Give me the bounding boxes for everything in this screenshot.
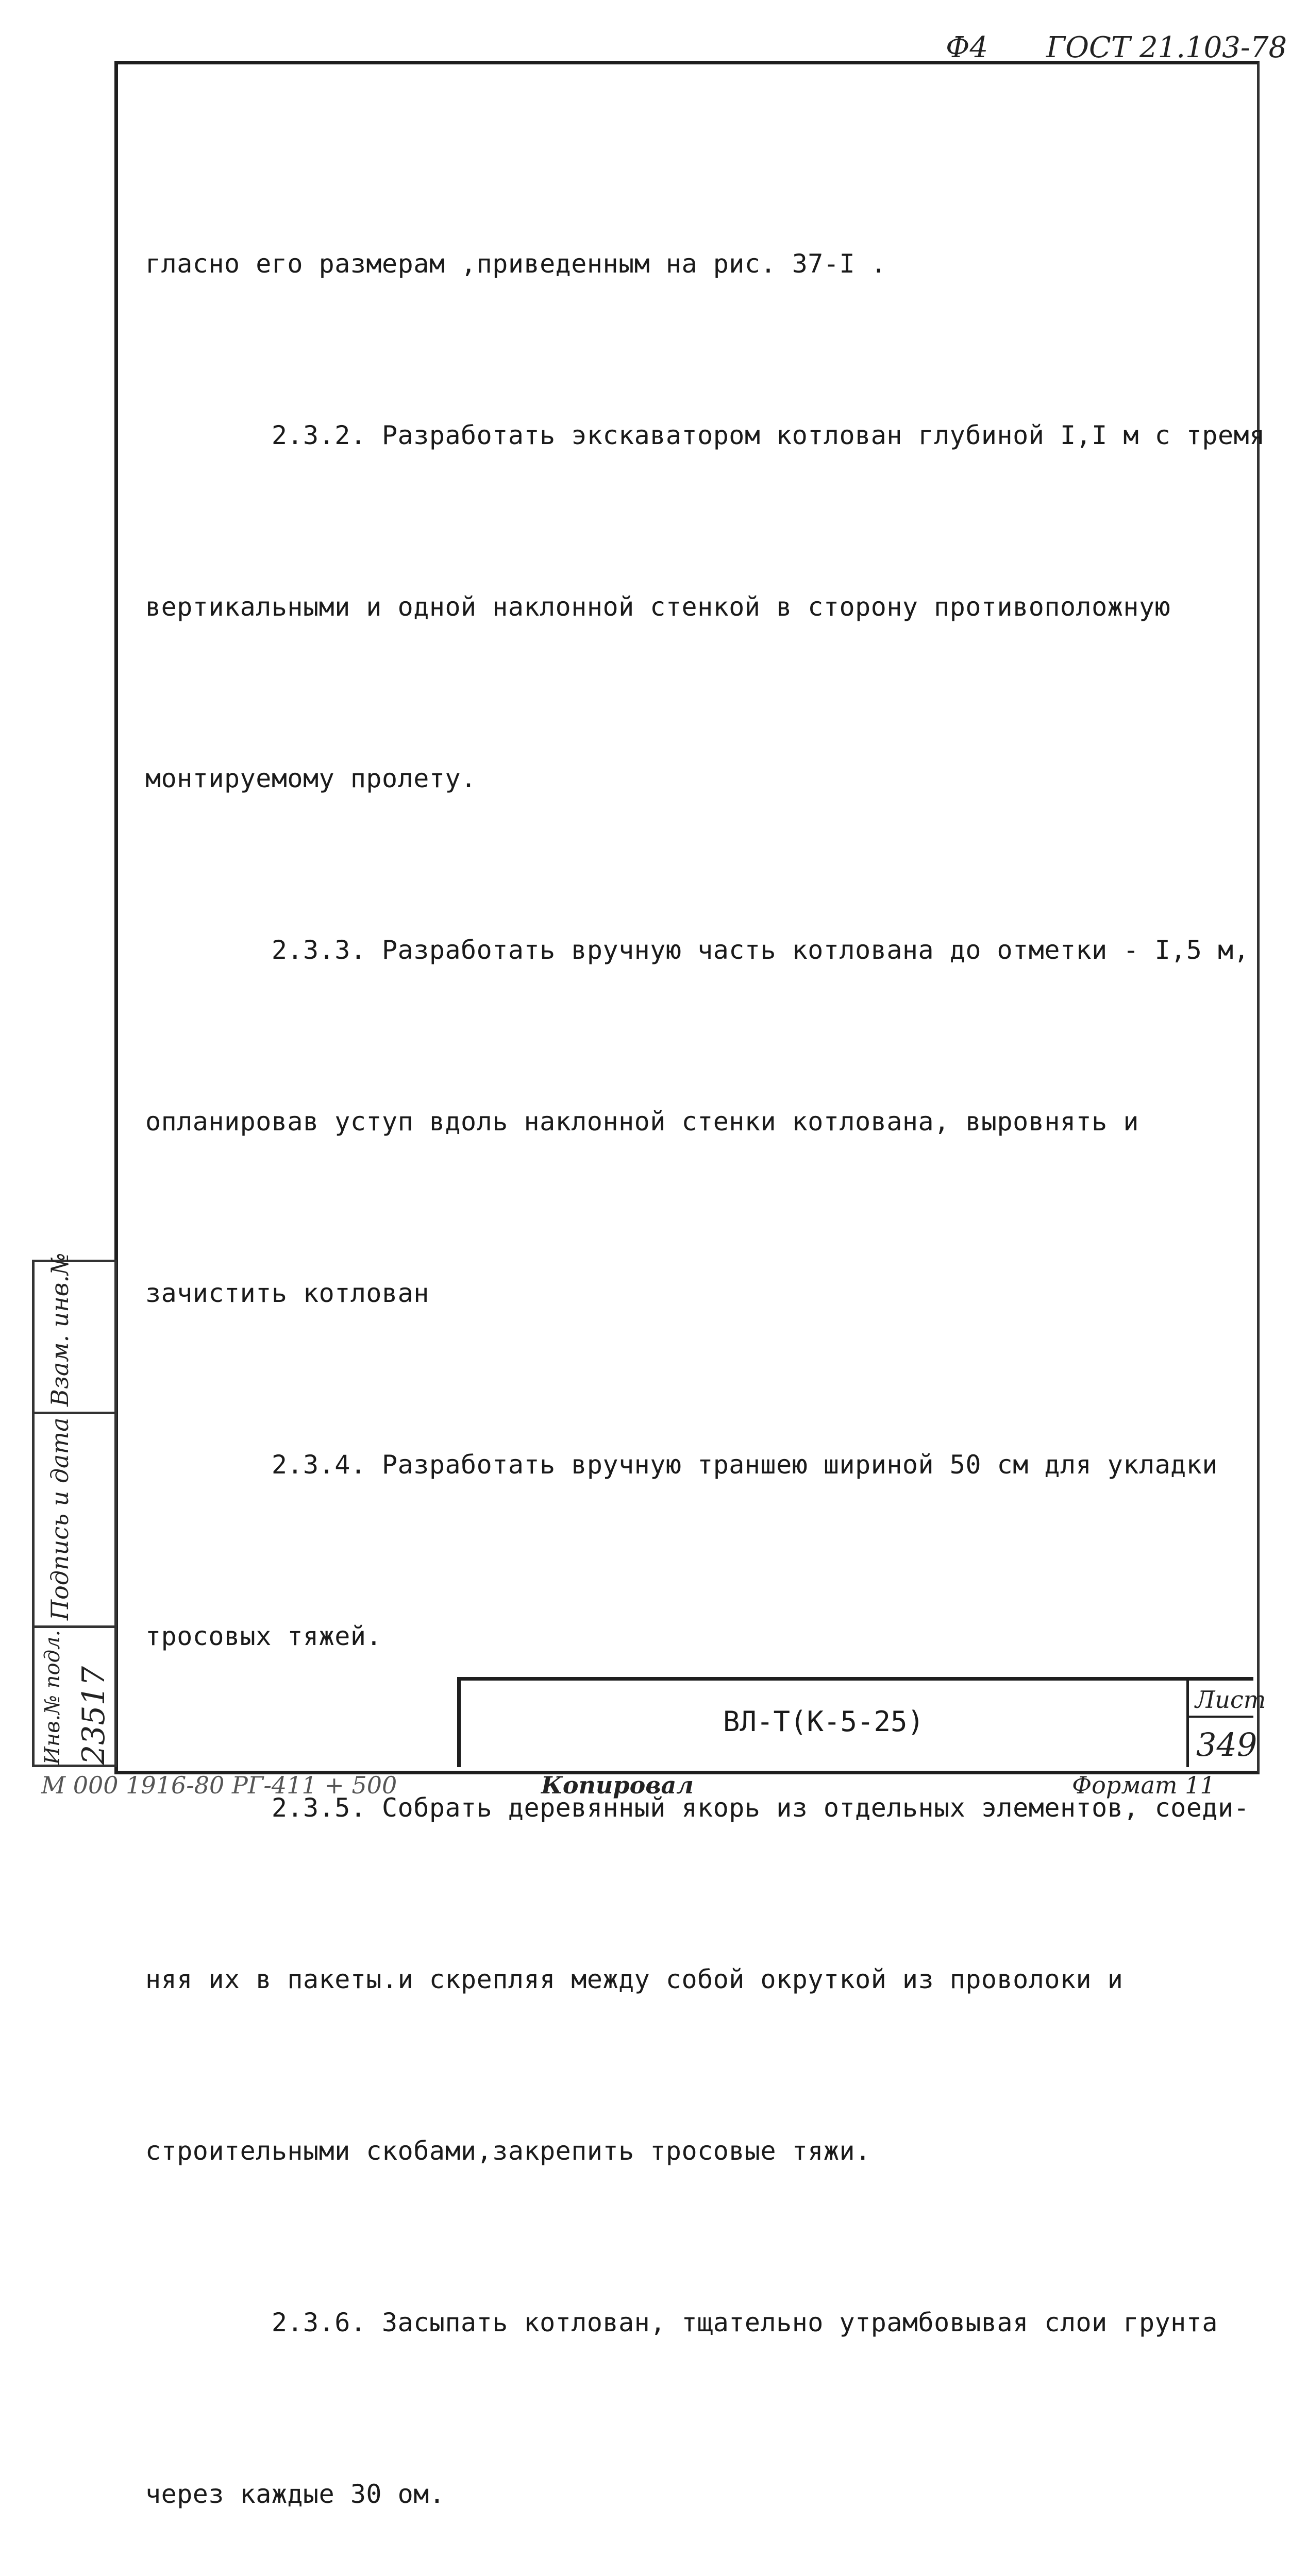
body-line: строительными скобами,закрепить тросовые тяжи.: [145, 2136, 871, 2166]
body-line: через каждые 30 ом.: [145, 2479, 445, 2509]
body-line: 2.3.5. Собрать деревянный якорь из отдельных элементов, соеди-: [145, 1793, 1250, 1823]
body-line: гласно его размерам ,приведенным на рис. 37-I .: [145, 249, 887, 279]
sheet-label: Лист: [1195, 1686, 1266, 1714]
body-line: няя их в пакеты.и скрепляя между собой окруткой из проволоки и: [145, 1964, 1124, 1994]
document-body: [145, 121, 1265, 2576]
body-line: 2.3.6. Засыпать котлован, тщательно утрамбовывая слои грунта: [145, 2308, 1218, 2337]
body-line: опланировав уступ вдоль наклонной стенки котлована, выровнять и: [145, 1107, 1139, 1137]
replace-inv-label: Взам. инв.№: [46, 1252, 74, 1406]
body-line: монтируемому пролету.: [145, 764, 477, 793]
body-line: 2.3.2. Разработать экскаватором котлован глубиной I,I м с тремя: [145, 420, 1265, 450]
format-mark: Ф4: [946, 31, 988, 64]
sheet-format: Формат 11: [1072, 1771, 1215, 1799]
document-code: ВЛ-Т(К-5-25): [723, 1705, 925, 1738]
sheet-divider: [1189, 1716, 1253, 1718]
sheet-number: 349: [1196, 1726, 1258, 1764]
margin-box-replace-inv: [32, 1252, 117, 1414]
body-line: 2.3.3. Разработать вручную часть котлована до отметки - I,5 м,: [145, 935, 1250, 965]
body-line: тросовых тяжей.: [145, 1621, 382, 1651]
body-line: зачистить котлован: [145, 1278, 429, 1308]
orig-inv-number: 23517: [76, 1666, 112, 1765]
orig-inv-label: Инв.№ подл.: [41, 1630, 64, 1765]
copied-by: Копировал: [541, 1771, 694, 1799]
margin-box-orig-inv: [32, 1625, 117, 1767]
margin-box-sign-date: [32, 1412, 117, 1628]
standard-reference: ГОСТ 21.103-78: [1046, 31, 1287, 64]
sign-date-label: Подпись и дата: [46, 1417, 74, 1620]
title-block: [457, 1677, 1186, 1767]
sheet-cell: [1186, 1677, 1266, 1767]
body-line: вертикальными и одной наклонной стенкой в сторону противоположную: [145, 592, 1171, 622]
footer-left-note: М 000 1916-80 РГ-411 + 500: [41, 1771, 397, 1799]
body-line: 2.3.4. Разработать вручную траншею шириной 50 см для укладки: [145, 1450, 1218, 1480]
